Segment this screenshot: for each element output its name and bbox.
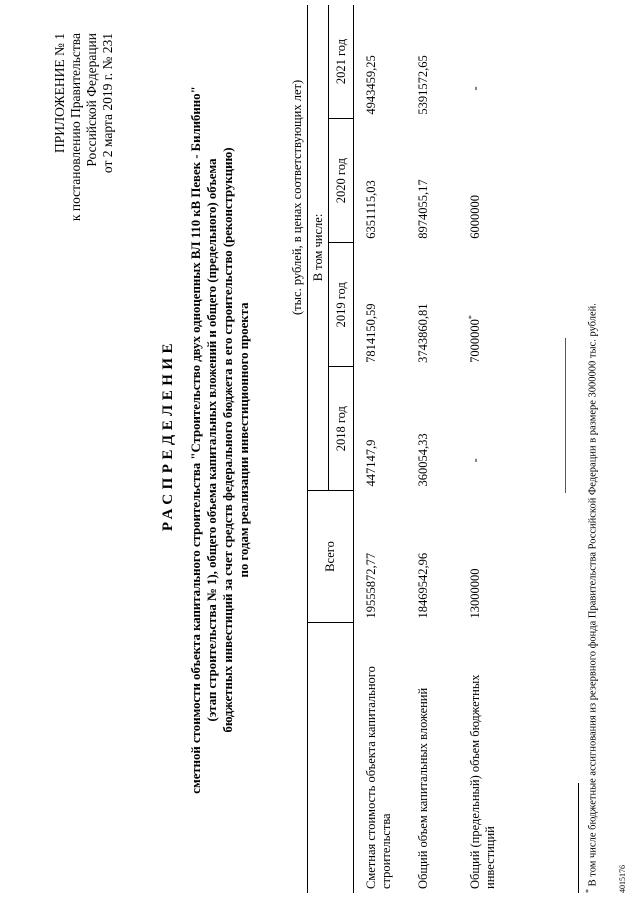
appendix-line: от 2 марта 2019 г. № 231: [100, 33, 115, 174]
row-name-cell: Сметная стоимость объекта капитального строительства: [364, 666, 393, 889]
row-value-cell: 6000000: [468, 194, 482, 239]
year-header-2020: 2020 год: [329, 119, 354, 243]
row-value-cell: 447147,9: [364, 439, 378, 487]
row-total-cell: 13000000: [468, 568, 482, 619]
footnote-marker: *: [466, 315, 476, 320]
document-id: 4015176: [618, 865, 627, 893]
appendix-line: Российской Федерации: [84, 33, 99, 167]
distribution-table: [307, 5, 518, 893]
row-value-cell: [466, 243, 518, 367]
row-name-cell: Общий объем капитальных вложений: [416, 687, 430, 889]
including-header-cell: В том числе:: [308, 5, 329, 491]
table-row: [354, 5, 415, 893]
document-title: РАСПРЕДЕЛЕНИЕ: [160, 338, 176, 532]
footnote-marker: *: [584, 889, 593, 893]
row-total-cell: 18469542,96: [416, 552, 430, 619]
row-value-cell: 7814150,59: [364, 303, 378, 363]
row-value-cell: 6351115,03: [364, 180, 378, 239]
year-header-2021: 2021 год: [329, 5, 354, 119]
row-value-cell: -: [468, 86, 482, 91]
table-header-row-1: [308, 5, 329, 893]
name-header-cell: [308, 623, 354, 894]
subtitle-line: по годам реализации инвестиционного проекта: [237, 302, 251, 578]
row-value-cell: -: [468, 458, 482, 463]
appendix-line: ПРИЛОЖЕНИЕ № 1: [52, 33, 67, 154]
table-row: [466, 5, 518, 893]
appendix-line: к постановлению Правительства: [68, 33, 83, 222]
year-header-2019: 2019 год: [329, 243, 354, 367]
units-note: (тыс. рублей, в ценах соответствующих лет): [290, 79, 304, 315]
footnote-rule: [578, 783, 579, 893]
total-header-cell: Всего: [308, 491, 354, 623]
footnote-text: В том числе бюджетные ассигнования из резервного фонда Правительства Российской Федерации в размере 3000000 тыс. рублей.: [587, 303, 599, 887]
subtitle-line: (этап строительства № 1), общего объема капитальных вложений и общего (предельного) объема: [205, 158, 219, 722]
table-row: [414, 5, 466, 893]
appendix-header: [52, 33, 116, 343]
year-header-2018: 2018 год: [329, 367, 354, 491]
row-total-cell: 19555872,77: [364, 552, 378, 619]
row-value-cell: 360054,33: [416, 433, 430, 487]
subtitle-line: сметной стоимости объекта капитального строительства "Строительство двух одноцепных ВЛ 110 кВ Певек - Билибино": [189, 86, 203, 794]
row-name-cell: Общий (предельный) объем бюджетных инвестиций: [468, 674, 497, 889]
separator-line: [565, 338, 566, 493]
row-value-cell: 8974055,17: [416, 179, 430, 239]
row-value-cell: 4943459,25: [364, 55, 378, 115]
footnote: [584, 303, 599, 893]
row-value-cell: 3743860,81: [416, 303, 430, 363]
subtitle-line: бюджетных инвестиций за счет средств федерального бюджета в его строительство (реконструкцию): [221, 147, 235, 733]
row-value-text: 7000000: [468, 319, 482, 363]
document-subtitle: [188, 70, 252, 810]
row-value-cell: 5391572,65: [416, 55, 430, 115]
